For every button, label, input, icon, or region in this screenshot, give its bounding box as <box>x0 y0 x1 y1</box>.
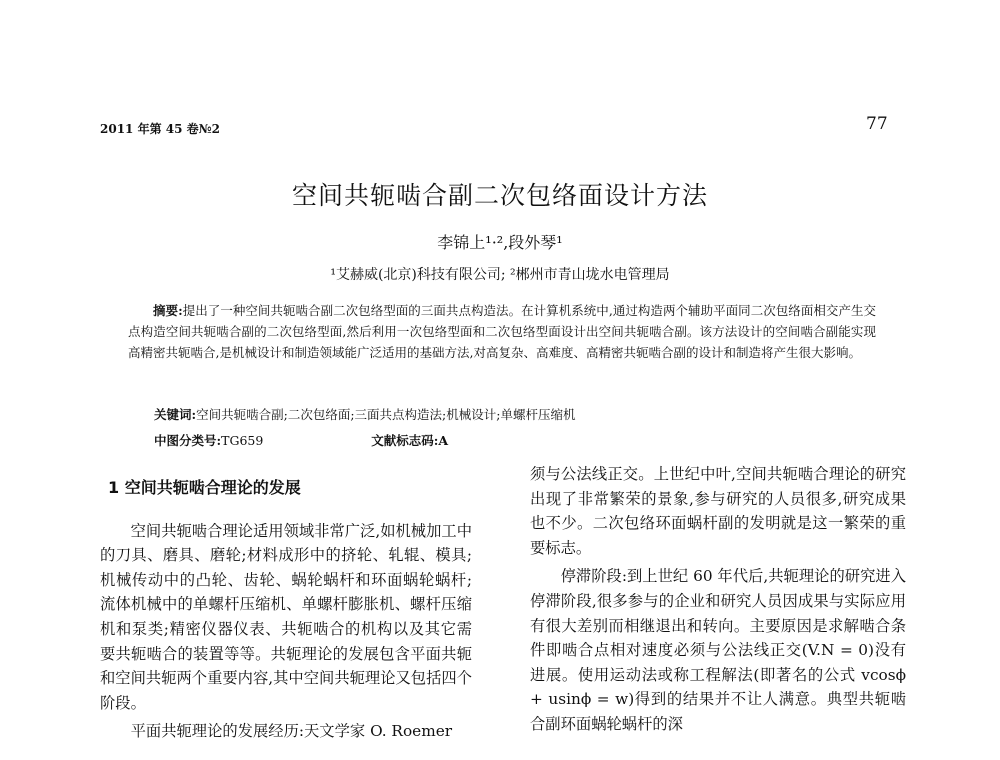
keywords-label: 关键词: <box>154 407 197 422</box>
abstract <box>128 300 876 363</box>
classification-value: TG659 <box>221 433 264 448</box>
classification <box>154 431 448 449</box>
right-column <box>530 462 906 737</box>
classification-label: 中图分类号: <box>154 433 222 448</box>
page-number: 77 <box>866 114 888 134</box>
paragraph: 平面共轭理论的发展经历:天文学家 O. Roemer <box>130 722 453 741</box>
paragraph: 须与公法线正交。上世纪中叶,空间共轭啮合理论的研究出现了非常繁荣的景象,参与研究的人员很多,研究成果也不少。二次包络环面蜗杆副的发明就是这一繁荣的重要标志。 <box>530 465 906 557</box>
journal-issue: 2011 年第 45 卷№2 <box>100 122 221 136</box>
authors: 李锦上¹·²,段外琴¹ <box>437 233 563 252</box>
paragraph: 停滞阶段:到上世纪 60 年代后,共轭理论的研究进入停滞阶段,很多参与的企业和研究人员因成果与实际应用有很大差别而相继退出和转向。主要原因是求解啮合条件即啮合点相对速度必须与公法线正交(V.N = 0)没有进展。使用运动法或称工程解法(即著名的公式 vcosϕ + usinϕ = w)得到的结果并不让人满意。典型共轭啮合副环面蜗轮蜗杆的深 <box>530 567 906 733</box>
doc-code-label: 文献标志码: <box>371 433 439 448</box>
section-heading: 1 空间共轭啮合理论的发展 <box>108 478 301 497</box>
affiliations: ¹艾赫威(北京)科技有限公司; ²郴州市青山垅水电管理局 <box>330 267 670 283</box>
keywords-text: 空间共轭啮合副;二次包络面;三面共点构造法;机械设计;单螺杆压缩机 <box>196 407 576 422</box>
abstract-text: 提出了一种空间共轭啮合副二次包络型面的三面共点构造法。在计算机系统中,通过构造两个辅助平面同二次包络面相交产生交点构造空间共轭啮合副的二次包络型面,然后利用一次包络型面和二次包络型面设计出空间共轭啮合副。该方法设计的空间啮合副能实现高精密共轭啮合,是机械设计和制造领域能广泛适用的基础方法,对高复杂、高难度、高精密共轭啮合副的设计和制造将产生很大影响。 <box>128 303 876 360</box>
paper-title: 空间共轭啮合副二次包络面设计方法 <box>291 181 708 210</box>
left-column <box>100 464 472 744</box>
keywords <box>154 405 876 423</box>
doc-code-value: A <box>438 433 449 448</box>
paragraph: 空间共轭啮合理论适用领域非常广泛,如机械加工中的刀具、磨具、磨轮;材料成形中的挤轮、轧辊、模具;机械传动中的凸轮、齿轮、蜗轮蜗杆和环面蜗轮蜗杆;流体机械中的单螺杆压缩机、单螺杆膨胀机、螺杆压缩机和泵类;精密仪器仪表、共轭啮合的机构以及其它需要共轭啮合的装置等等。共轭理论的发展包含平面共轭和空间共轭两个重要内容,其中空间共轭理论又包括四个阶段。 <box>100 521 472 712</box>
abstract-label: 摘要: <box>153 303 183 318</box>
